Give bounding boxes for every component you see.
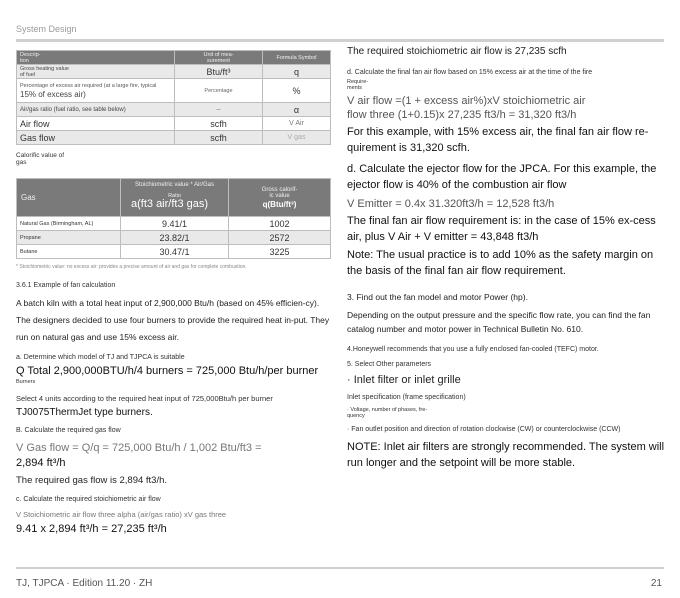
row-unit: Percentage [175,79,263,103]
gas-table [16,178,331,259]
table-row [17,131,331,145]
step-c-title: c. Calculate the required stoichiometric air flow [16,496,161,503]
step-d-small: Require- ments [347,79,369,91]
step3-text: Depending on the output pressure and the specific flow rate, you can find the fan catalog number and motor power in Technical Bulletin No. 610. [347,310,651,334]
footer-edition: TJ, TJPCA · Edition 11.20 · ZH [16,578,153,589]
step-c-formula: V Stoichiometric air flow three alpha (air/gas ratio) xV gas three [16,510,227,519]
bullet-fan-outlet: · Fan outlet position and direction of rotation clockwise (CW) or counterclockwise (CCW) [347,426,621,433]
note-safety-margin: Note: The usual practice is to add 10% as the safety margin on the basis of the final fan air flow requirement. [347,249,654,277]
step-b-value: 2,894 ft³/h [16,457,66,469]
stoich-ratio: Ratio [168,193,181,199]
row-symbol: α [263,103,331,117]
step-b-result: The required gas flow is 2,894 ft3/h. [16,475,168,486]
step-d2-result: The final fan air flow requirement is: in the case of 15% ex-cess air, plus V Air + V emitter = 43,848 ft3/h [347,215,656,243]
step-d-formula1: V air flow =(1 + excess air%)xV stoichiometric air [347,95,586,107]
table2-header-heat [229,179,331,217]
row-desc: Air/gas ratio (fuel ratio, see table below) [17,103,175,117]
intro-paragraph: A batch kiln with a total heat input of 2,900,000 Btu/h (based on 45% efficien-cy). The designers decided to use four burners to provide the required heat in-put. They run on natural gas and use 15% excess air. [16,298,330,342]
step-b-title: B. Calculate the required gas flow [16,427,121,434]
table-row [17,79,331,103]
row-desc: Air flow [17,117,175,131]
table1-header-description: Descrip- tion [17,51,175,65]
stoich-result: The required stoichiometric air flow is 27,235 scfh [347,46,567,57]
step4-text: 4.Honeywell recommends that you use a fully enclosed fan-cooled (TEFC) motor. [347,346,599,353]
gas-heat: 3225 [229,245,331,259]
step-d2-formula: V Emitter = 0.4x 31.320ft3/h = 12,528 ft3/h [347,198,555,210]
header-title: System Design [16,24,77,34]
parameters-table [16,50,331,145]
step3-title: 3. Find out the fan model and motor Power (hp). [347,292,528,302]
table-row [17,217,331,231]
gas-heat: 2572 [229,231,331,245]
gas-name: Natural Gas (Birmingham, AL) [17,217,121,231]
row-desc-line2: 15% of excess air) [20,89,86,99]
table-row [17,245,331,259]
section-title: 3.6.1 Example of fan calculation [16,282,116,289]
step-a-title: a. Determine which model of TJ and TJPCA is suitable [16,354,185,361]
gas-name: Propane [17,231,121,245]
table1-header-unit: Unit of mea- surement [175,51,263,65]
table-row [17,117,331,131]
step-b-formula: V Gas flow = Q/q = 725,000 Btu/h / 1,002 Btu/ft3 = [16,442,262,454]
step-d-formula2: flow three (1+0.15)x 27,235 ft3/h = 31,320 ft3/h [347,109,577,121]
row-symbol: V gas [263,131,331,145]
table2-header-gas: Gas [17,179,121,217]
page-number: 21 [650,578,662,589]
step-c-value: 9.41 x 2,894 ft³/h = 27,235 ft³/h [16,523,167,535]
gas-ratio: 23.82/1 [121,231,229,245]
table-row [17,231,331,245]
gas-ratio: 30.47/1 [121,245,229,259]
calorific-label: Calorific value of gas [16,152,65,166]
row-unit: scfh [175,117,263,131]
step-a-select: Select 4 units according to the required heat input of 725,000Btu/h per burner [16,394,273,403]
row-symbol: q [263,65,331,79]
gas-name: Butane [17,245,121,259]
row-symbol: % [263,79,331,103]
heat-title: Gross calorif- ic value [261,186,298,199]
step-d-title: d. Calculate the final fan air flow based on 15% excess air at the time of the fire [347,69,593,76]
step-a-result: TJ0075ThermJet type burners. [16,407,153,418]
bullet-inlet-filter: · Inlet filter or inlet grille [347,374,461,386]
table-row [17,103,331,117]
step-d2-title: d. Calculate the ejector flow for the JPCA. For this example, the ejector flow is 40% of the combustion air flow [347,163,657,191]
footer-rule [16,567,664,569]
bullet-voltage: · Voltage, number of phases, fre- quency [347,407,428,419]
step-a-formula: Q Total 2,900,000BTU/h/4 burners = 725,000 Btu/h/per burner [16,365,319,377]
step-a-small: Burners [16,379,36,385]
row-symbol: V Air [263,117,331,131]
row-unit: – [175,103,263,117]
note-inlet-filters: NOTE: Inlet air filters are strongly recommended. The system will run longer and the setpoint will be more stable. [347,441,665,469]
row-unit: Btu/ft³ [175,65,263,79]
stoich-title: Stoichiometric value * Air/Gas [134,182,215,188]
step5-title: 5. Select Other parameters [347,361,432,368]
stoich-unit: a(ft3 air/ft3 gas) [131,198,209,210]
row-unit: scfh [175,131,263,145]
left-column [16,50,332,535]
row-desc-line1: Percentage of excess air required (at a large fire, typical [20,82,157,89]
inlet-spec: Inlet specification (frame specification) [347,394,466,401]
header-rule [16,39,664,42]
table-row [17,65,331,79]
row-desc: Gas flow [17,131,175,145]
step-d-result: For this example, with 15% excess air, the final fan air flow re-quirement is 31,320 scfh. [347,126,649,154]
row-desc [17,79,175,103]
heat-unit: q(Btu/ft³) [262,199,297,209]
table1-header-symbol: Formula Symbol [263,51,331,65]
table-footnote: * Stoichiometric value: no excess air: provides a precise amount of air and gas for complete combustion. [16,264,247,270]
gas-heat: 1002 [229,217,331,231]
gas-ratio: 9.41/1 [121,217,229,231]
table2-header-stoich [121,179,229,217]
row-desc: Gross heating value of fuel [17,65,175,79]
right-column [347,46,667,471]
